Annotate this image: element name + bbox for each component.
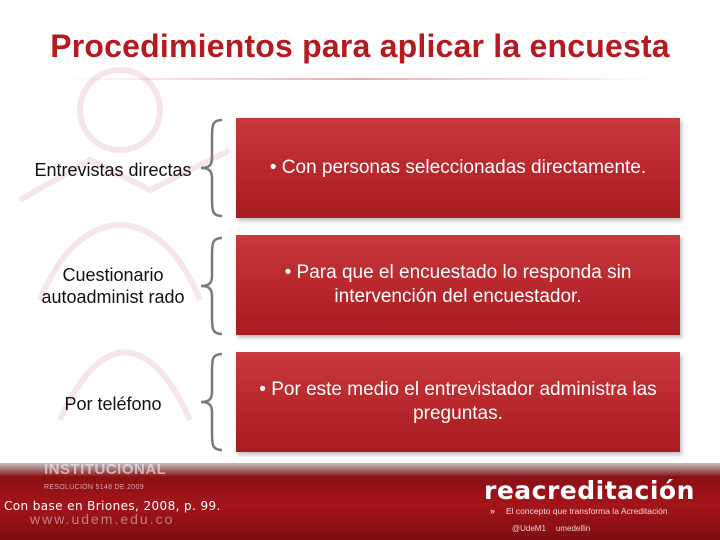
- source-citation: Con base en Briones, 2008, p. 99.: [4, 499, 221, 513]
- arrow-icon: »: [490, 506, 496, 516]
- resolucion-text: RESOLUCIÓN 5148 DE 2009: [44, 484, 144, 491]
- acreditacion-logo-line1: ACREDITACIÓN: [44, 446, 164, 463]
- social-handles: [512, 524, 590, 533]
- row-label-cuestionario: Cuestionario autoadminist rado: [41, 264, 185, 307]
- left-brace-icon: [196, 352, 226, 452]
- row-label-telefono: Por teléfono: [64, 393, 162, 414]
- detail-box-telefono: • Por este medio el entrevistador administra las preguntas.: [236, 352, 680, 452]
- left-brace-icon: [196, 236, 226, 336]
- facebook-handle: umedellin: [555, 524, 591, 533]
- twitter-handle: @UdeM1: [512, 524, 546, 533]
- row-label-entrevistas: Entrevistas directas: [34, 159, 192, 180]
- title-divider: [60, 78, 660, 80]
- slide-title: Procedimientos para aplicar la encuesta: [50, 28, 670, 64]
- acreditacion-logo-line2: INSTITUCIONAL: [44, 461, 167, 478]
- detail-box-entrevistas: • Con personas seleccionadas directamente.: [236, 118, 680, 218]
- detail-box-cuestionario: • Para que el encuestado lo responda sin intervención del encuestador.: [236, 235, 680, 335]
- left-brace-icon: [196, 118, 226, 218]
- brand-tagline: El concepto que transforma la Acreditación: [506, 506, 668, 516]
- university-url: www.udem.edu.co: [30, 511, 175, 527]
- reacreditacion-logo: reacreditación: [484, 476, 695, 505]
